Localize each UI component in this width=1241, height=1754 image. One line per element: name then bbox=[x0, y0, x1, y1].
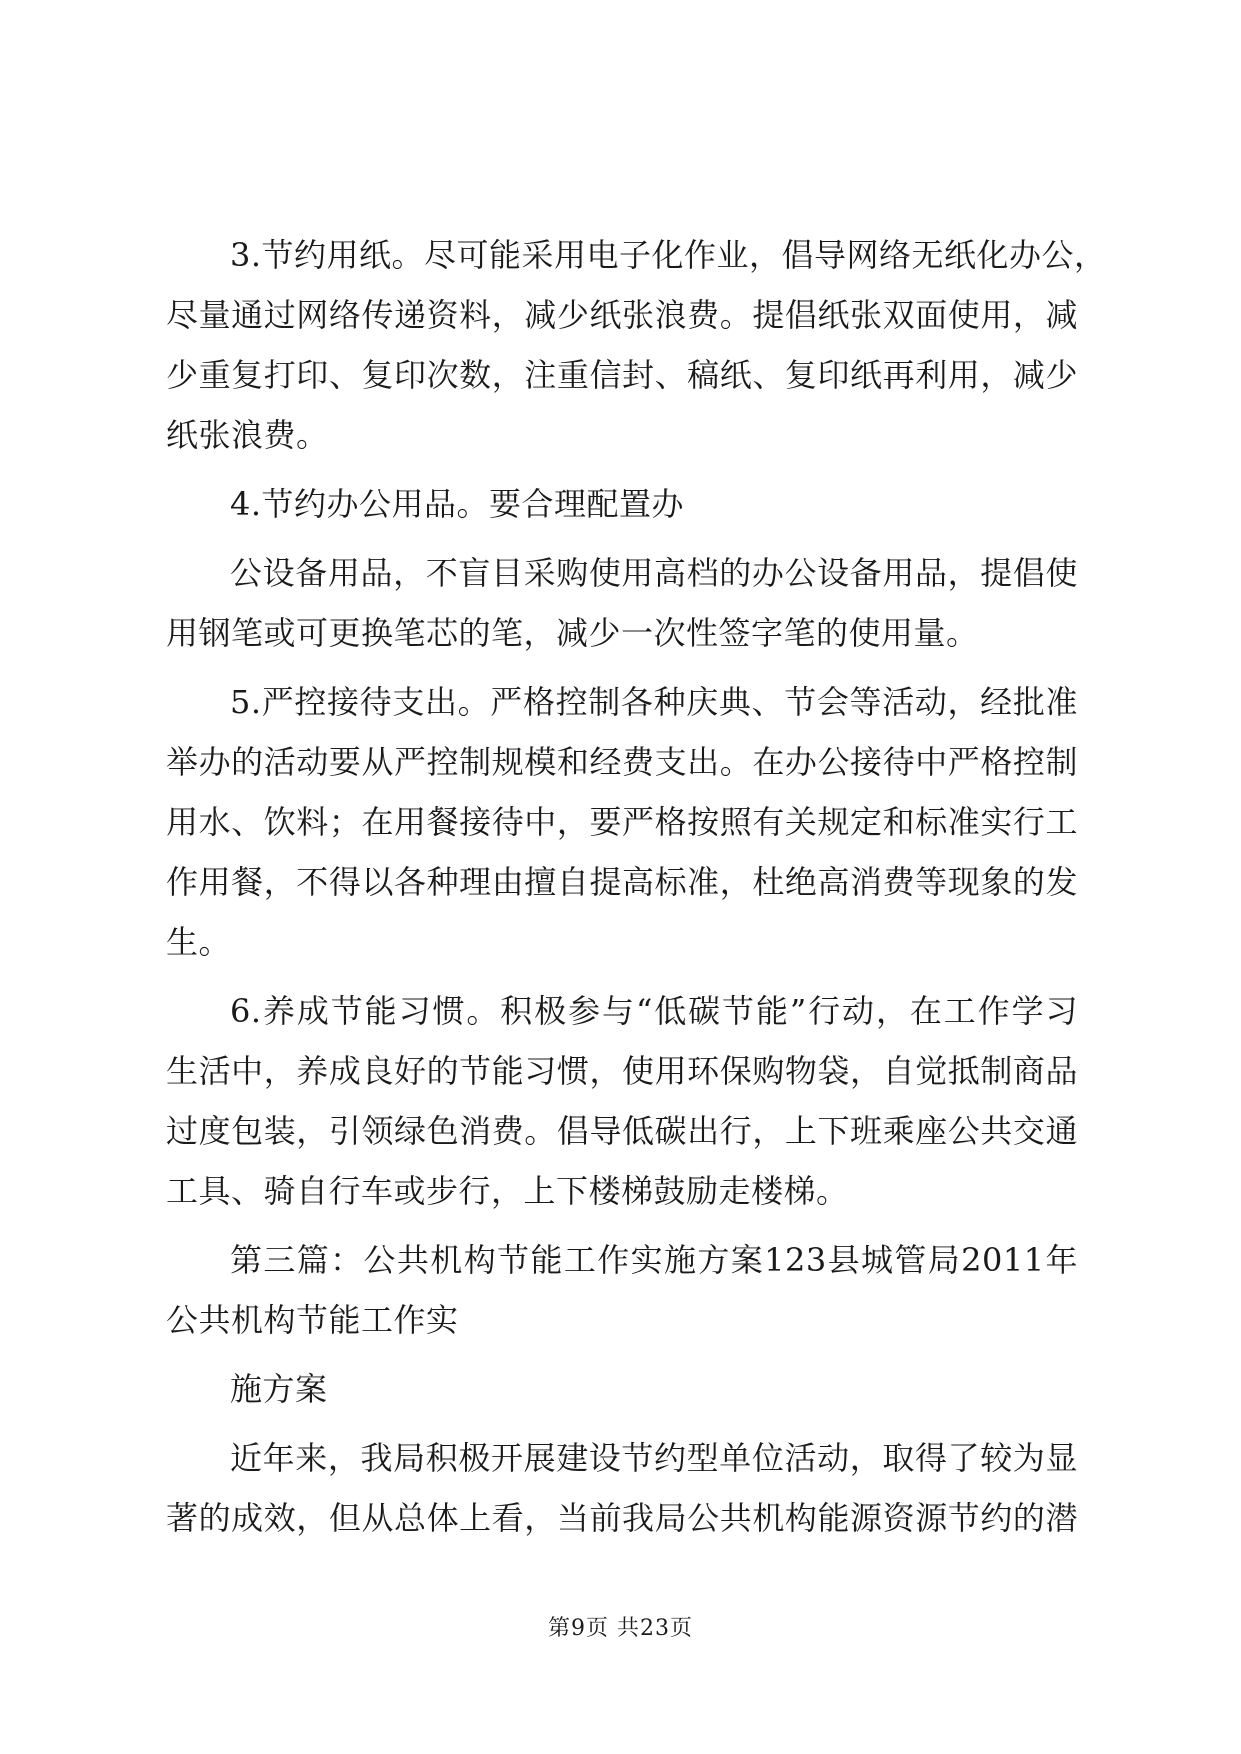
text-line: 用钢笔或可更换笔芯的笔，减少一次性签字笔的使用量。 bbox=[166, 614, 979, 652]
section-heading-continued bbox=[166, 1359, 1078, 1419]
paragraph-reception-spending bbox=[166, 672, 1078, 972]
text-line: 6.养成节能习惯。积极参与“低碳节能”行动，在工作学习 bbox=[230, 992, 1078, 1030]
paragraph-energy-habits bbox=[166, 981, 1078, 1221]
text-line: 少重复打印、复印次数，注重信封、稿纸、复印纸再利用，减少 bbox=[166, 356, 1078, 394]
text-line: 著的成效，但从总体上看，当前我局公共机构能源资源节约的潜 bbox=[166, 1499, 1078, 1537]
text-line: 生。 bbox=[166, 923, 232, 961]
paragraph-introduction bbox=[166, 1428, 1078, 1548]
paragraph-paper-saving bbox=[166, 225, 1107, 465]
text-line: 5.严控接待支出。严格控制各种庆典、节会等活动，经批准 bbox=[230, 683, 1078, 721]
text-line: 施方案 bbox=[230, 1370, 328, 1408]
text-line: 4.节约办公用品。要合理配置办 bbox=[230, 485, 685, 523]
paragraph-office-supplies bbox=[166, 543, 1078, 663]
text-line: 纸张浪费。 bbox=[166, 416, 329, 454]
paragraph-office-supplies-heading bbox=[166, 474, 1078, 534]
text-line: 用水、饮料；在用餐接待中，要严格按照有关规定和标准实行工 bbox=[166, 803, 1078, 841]
text-line: 近年来，我局积极开展建设节约型单位活动，取得了较为显 bbox=[230, 1439, 1078, 1477]
section-heading-part-three bbox=[166, 1230, 1078, 1350]
text-line: 公共机构节能工作实 bbox=[166, 1301, 459, 1339]
text-line: 举办的活动要从严控制规模和经费支出。在办公接待中严格控制 bbox=[166, 743, 1078, 781]
text-line: 尽量通过网络传递资料，减少纸张浪费。提倡纸张双面使用，减 bbox=[166, 296, 1078, 334]
document-body bbox=[166, 225, 1107, 1548]
text-line: 生活中，养成良好的节能习惯，使用环保购物袋，自觉抵制商品 bbox=[166, 1052, 1078, 1090]
text-line: 第三篇：公共机构节能工作实施方案123县城管局2011年 bbox=[230, 1241, 1078, 1279]
text-line: 工具、骑自行车或步行，上下楼梯鼓励走楼梯。 bbox=[166, 1172, 849, 1210]
text-line: 公设备用品，不盲目采购使用高档的办公设备用品，提倡使 bbox=[230, 554, 1078, 592]
text-line: 过度包装，引领绿色消费。倡导低碳出行，上下班乘座公共交通 bbox=[166, 1112, 1078, 1150]
page-number-footer: 第9页 共23页 bbox=[548, 1616, 693, 1641]
text-line: 作用餐，不得以各种理由擅自提高标准，杜绝高消费等现象的发 bbox=[166, 863, 1078, 901]
text-line: 3.节约用纸。尽可能采用电子化作业，倡导网络无纸化办公， bbox=[230, 236, 1107, 274]
